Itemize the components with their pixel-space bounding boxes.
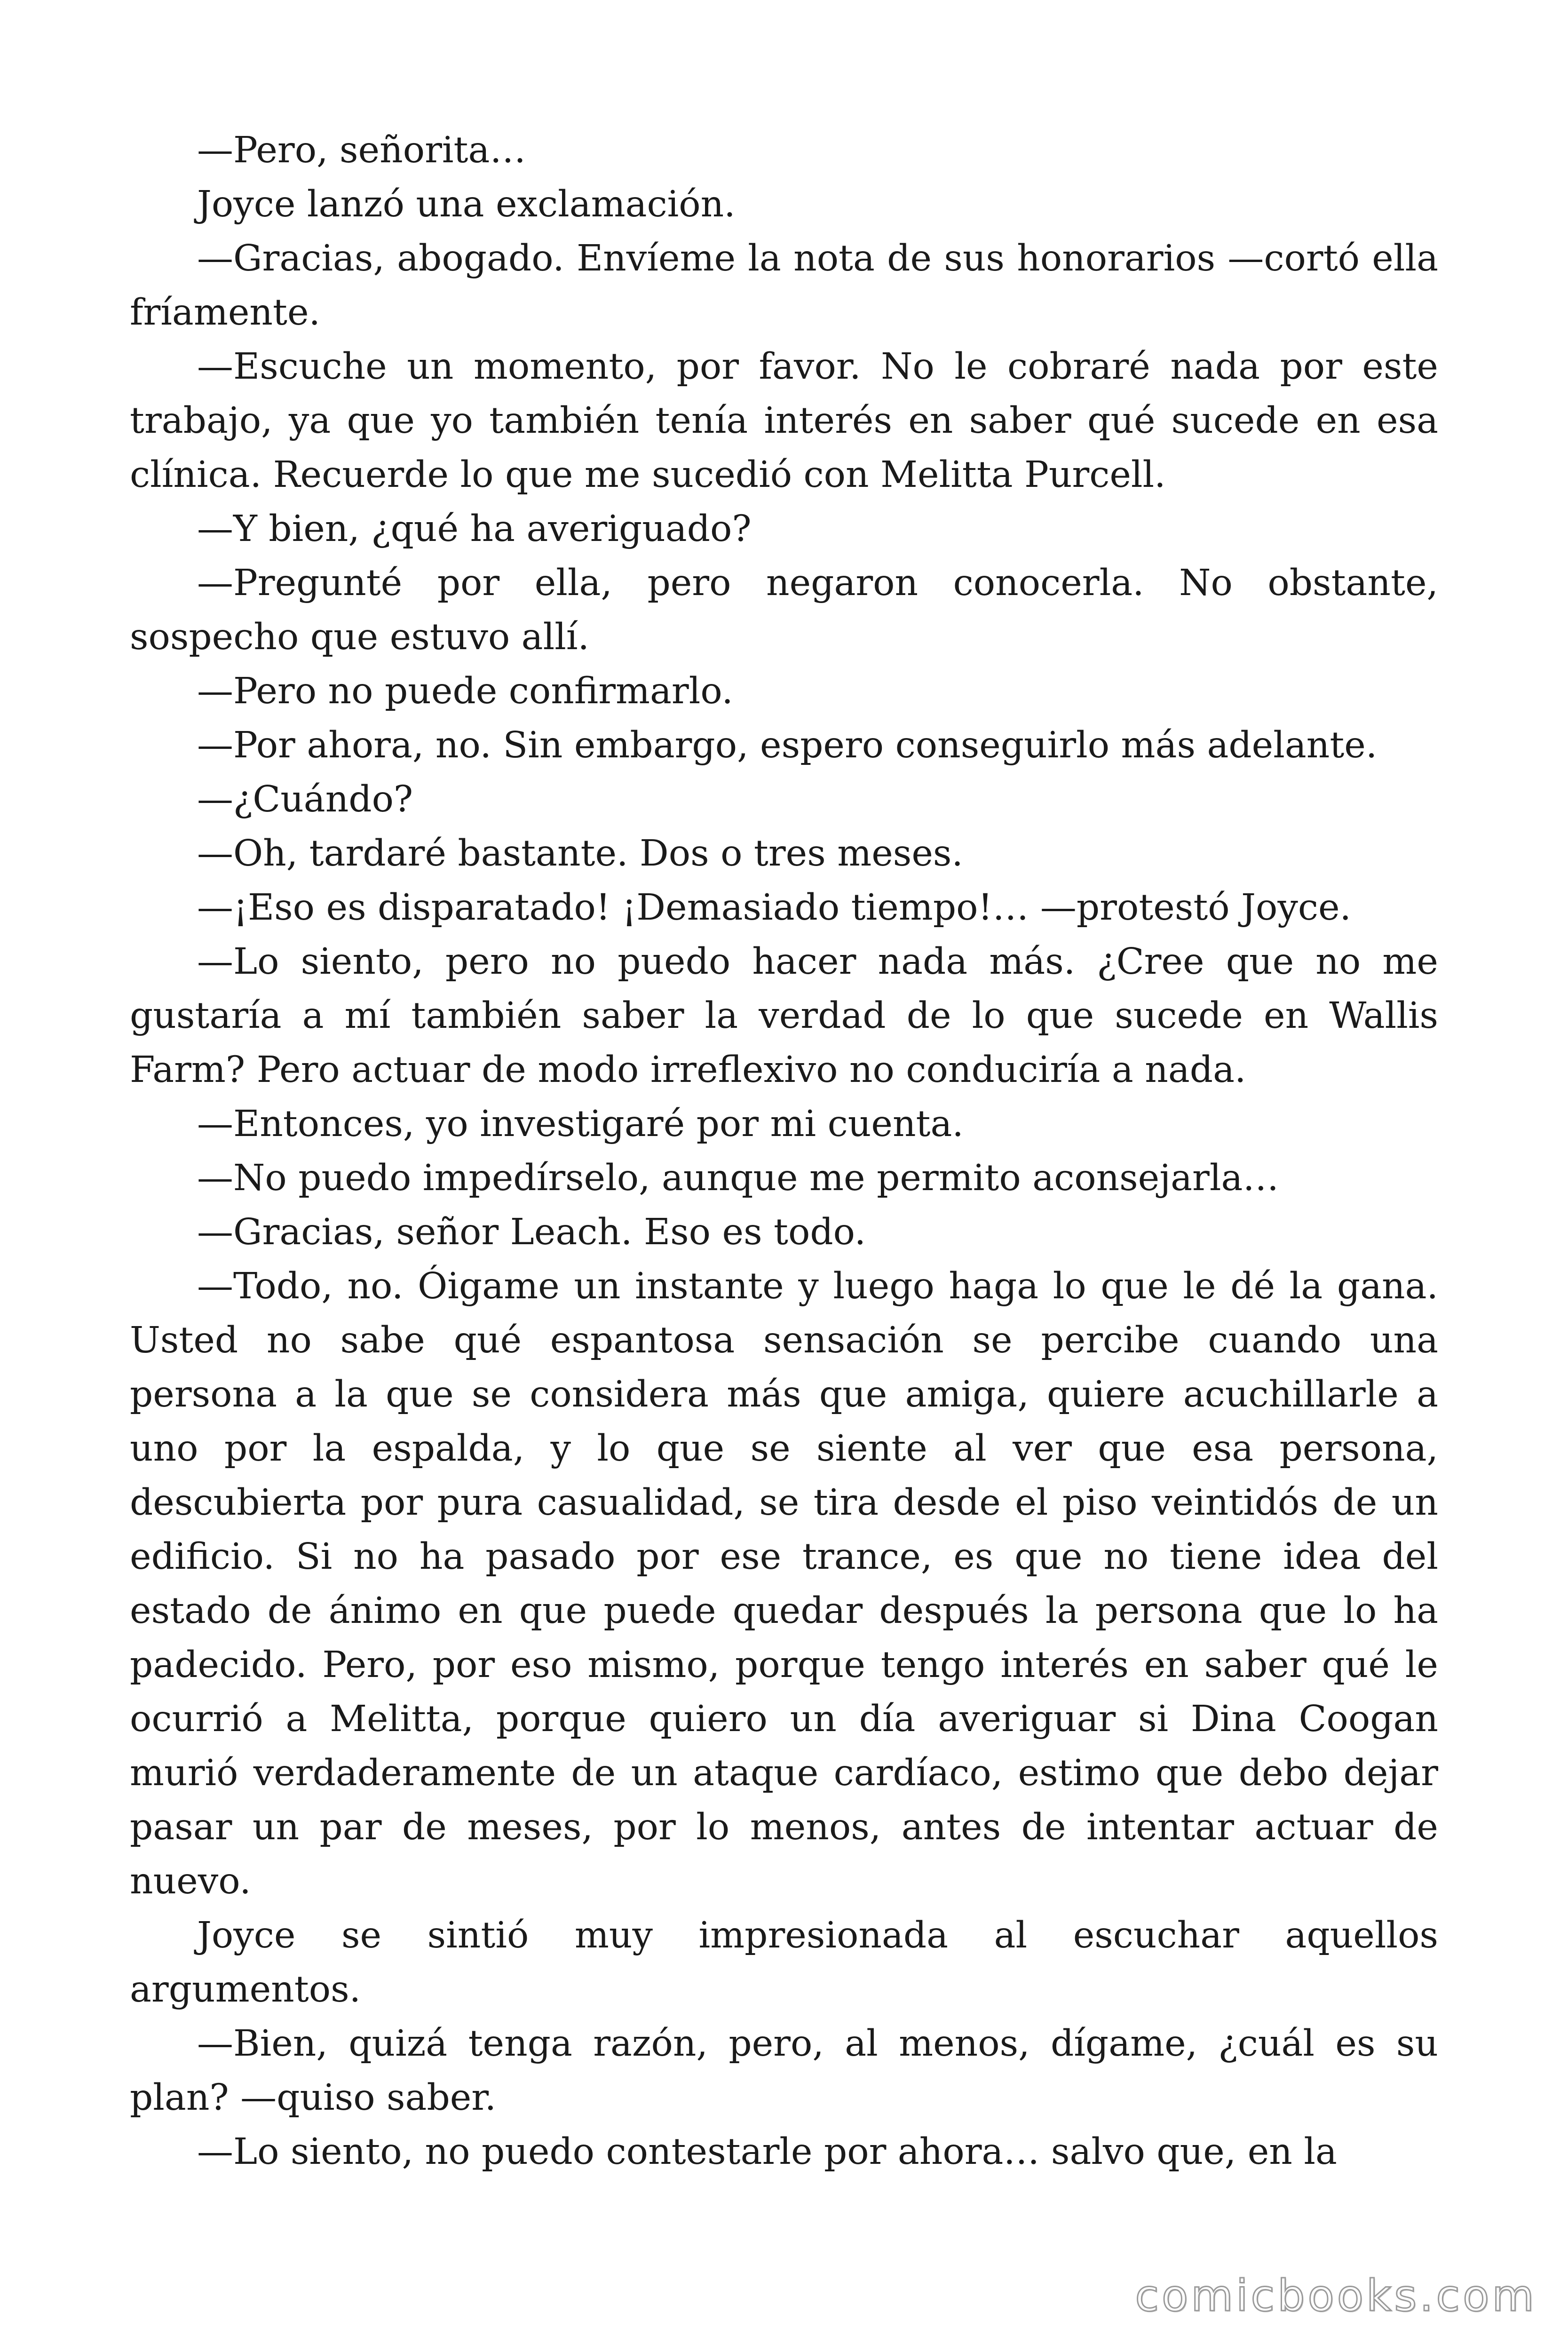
paragraph-10: —Oh, tardaré bastante. Dos o tres meses. <box>197 833 963 874</box>
paragraph-18: —Bien, quizá tenga razón, pero, al menos, dígame, ¿cuál es su plan? —quiso saber. <box>130 2023 1438 2119</box>
paragraph-2: Joyce lanzó una exclamación. <box>197 183 736 225</box>
watermark: comicbooks.com <box>1135 2271 1537 2321</box>
paragraph-4: —Escuche un momento, por favor. No le cobraré nada por este trabajo, ya que yo también tenía interés en saber qué sucede en esa clínica. Recuerde lo que me sucedió con Melitta Purcell. <box>130 346 1438 496</box>
paragraph-15: —Gracias, señor Leach. Eso es todo. <box>197 1211 866 1253</box>
paragraph-12: —Lo siento, pero no puedo hacer nada más. ¿Cree que no me gustaría a mí también saber la verdad de lo que sucede en Wallis Farm? Pero actuar de modo irreflexivo no conduciría a nada. <box>130 941 1438 1091</box>
paragraph-19: —Lo siento, no puedo contestarle por ahora… salvo que, en la <box>197 2131 1337 2173</box>
paragraph-14: —No puedo impedírselo, aunque me permito aconsejarla… <box>197 1157 1279 1199</box>
paragraph-17: Joyce se sintió muy impresionada al escuchar aquellos argumentos. <box>130 1915 1438 2010</box>
paragraph-9: —¿Cuándo? <box>197 779 413 820</box>
paragraph-5: —Y bien, ¿qué ha averiguado? <box>197 508 752 550</box>
body-text <box>130 123 1438 2179</box>
paragraph-1: —Pero, señorita… <box>197 129 526 171</box>
paragraph-16: —Todo, no. Óigame un instante y luego haga lo que le dé la gana. Usted no sabe qué espantosa sensación se percibe cuando una persona a la que se considera más que amiga, quiere acuchillarle a uno por la espalda, y lo que se siente al ver que esa persona, descubierta por pura casualidad, se tira desde el piso veintidós de un edificio. Si no ha pasado por ese trance, es que no tiene idea del estado de ánimo en que puede quedar después la persona que lo ha padecido. Pero, por eso mismo, porque tengo interés en saber qué le ocurrió a Melitta, porque quiero un día averiguar si Dina Coogan murió verdaderamente de un ataque cardíaco, estimo que debo dejar pasar un par de meses, por lo menos, antes de intentar actuar de nuevo. <box>130 1265 1438 1902</box>
paragraph-6: —Pregunté por ella, pero negaron conocerla. No obstante, sospecho que estuvo allí. <box>130 562 1438 658</box>
paragraph-3: —Gracias, abogado. Envíeme la nota de sus honorarios —cortó ella fríamente. <box>130 238 1438 334</box>
paragraph-8: —Por ahora, no. Sin embargo, espero conseguirlo más adelante. <box>197 724 1378 766</box>
paragraph-7: —Pero no puede confirmarlo. <box>197 670 733 712</box>
paragraph-13: —Entonces, yo investigaré por mi cuenta. <box>197 1103 964 1145</box>
paragraph-11: —¡Eso es disparatado! ¡Demasiado tiempo!… —protestó Joyce. <box>197 887 1352 929</box>
